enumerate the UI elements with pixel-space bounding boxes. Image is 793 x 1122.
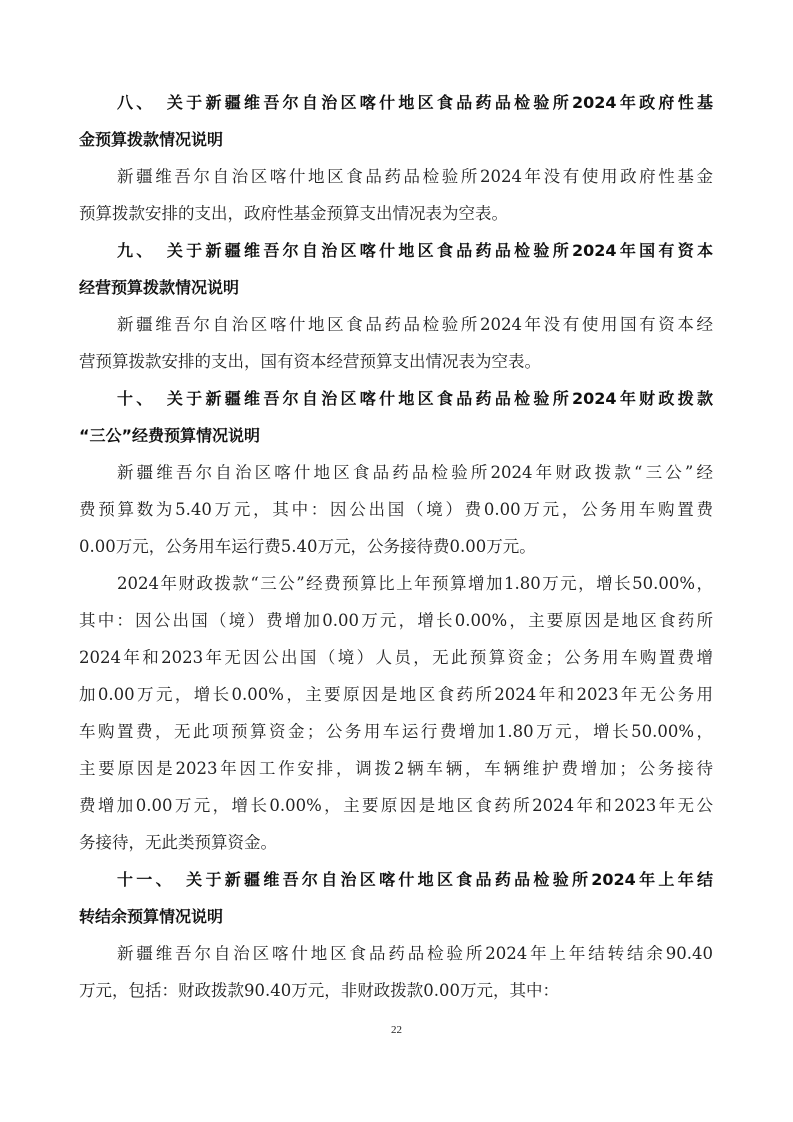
- paragraph-line: 费增加0.00万元，增长0.00%，主要原因是地区食药所2024年和2023年无公: [79, 796, 713, 815]
- heading-line: 十、 关于新疆维吾尔自治区喀什地区食品药品检验所2024年财政拨款: [117, 389, 713, 408]
- paragraph-line: 新疆维吾尔自治区喀什地区食品药品检验所2024年没有使用国有资本经: [117, 315, 713, 334]
- heading-line: 十一、 关于新疆维吾尔自治区喀什地区食品药品检验所2024年上年结: [117, 870, 713, 889]
- section: [79, 84, 713, 232]
- paragraph-line: 加0.00万元，增长0.00%，主要原因是地区食药所2024年和2023年无公务用: [79, 685, 713, 704]
- heading-line: “三公”经费预算情况说明: [79, 426, 261, 445]
- paragraph-line: 主要原因是2023年因工作安排，调拨2辆车辆，车辆维护费增加；公务接待: [79, 759, 713, 778]
- heading-line: 转结余预算情况说明: [79, 907, 224, 926]
- heading-line: 经营预算拨款情况说明: [79, 278, 240, 297]
- section: [79, 380, 713, 861]
- paragraph: [79, 935, 713, 1009]
- section-heading: [79, 84, 713, 158]
- paragraph-line: 2024年和2023年无因公出国（境）人员，无此预算资金；公务用车购置费增: [79, 648, 713, 667]
- section-heading: [79, 380, 713, 454]
- paragraph: [79, 306, 713, 380]
- paragraph-line: 营预算拨款安排的支出，国有资本经营预算支出情况表为空表。: [79, 352, 541, 371]
- paragraph-line: 务接待，无此类预算资金。: [79, 833, 277, 852]
- paragraph-line: 0.00万元，公务用车运行费5.40万元，公务接待费0.00万元。: [79, 537, 536, 556]
- heading-line: 九、 关于新疆维吾尔自治区喀什地区食品药品检验所2024年国有资本: [117, 241, 713, 260]
- paragraph-line: 费预算数为5.40万元，其中：因公出国（境）费0.00万元，公务用车购置费: [79, 500, 713, 519]
- section-heading: [79, 232, 713, 306]
- paragraph: [79, 565, 713, 861]
- paragraph: [79, 454, 713, 565]
- heading-line: 金预算拨款情况说明: [79, 130, 224, 149]
- paragraph: [79, 158, 713, 232]
- paragraph-line: 万元，包括：财政拨款90.40万元，非财政拨款0.00万元，其中：: [79, 981, 559, 1000]
- page-number: 22: [391, 1024, 402, 1036]
- section: [79, 861, 713, 1009]
- document-body: [79, 84, 713, 1009]
- section-heading: [79, 861, 713, 935]
- paragraph-line: 新疆维吾尔自治区喀什地区食品药品检验所2024年上年结转结余90.40: [117, 944, 713, 963]
- paragraph-line: 新疆维吾尔自治区喀什地区食品药品检验所2024年财政拨款“三公”经: [117, 463, 713, 482]
- paragraph-line: 新疆维吾尔自治区喀什地区食品药品检验所2024年没有使用政府性基金: [117, 167, 713, 186]
- heading-line: 八、 关于新疆维吾尔自治区喀什地区食品药品检验所2024年政府性基: [117, 93, 713, 112]
- section: [79, 232, 713, 380]
- paragraph-line: 预算拨款安排的支出，政府性基金预算支出情况表为空表。: [79, 204, 508, 223]
- paragraph-line: 其中：因公出国（境）费增加0.00万元，增长0.00%，主要原因是地区食药所: [79, 611, 713, 630]
- paragraph-line: 车购置费，无此项预算资金；公务用车运行费增加1.80万元，增长50.00%，: [79, 722, 713, 741]
- paragraph-line: 2024年财政拨款“三公”经费预算比上年预算增加1.80万元，增长50.00%，: [117, 574, 713, 593]
